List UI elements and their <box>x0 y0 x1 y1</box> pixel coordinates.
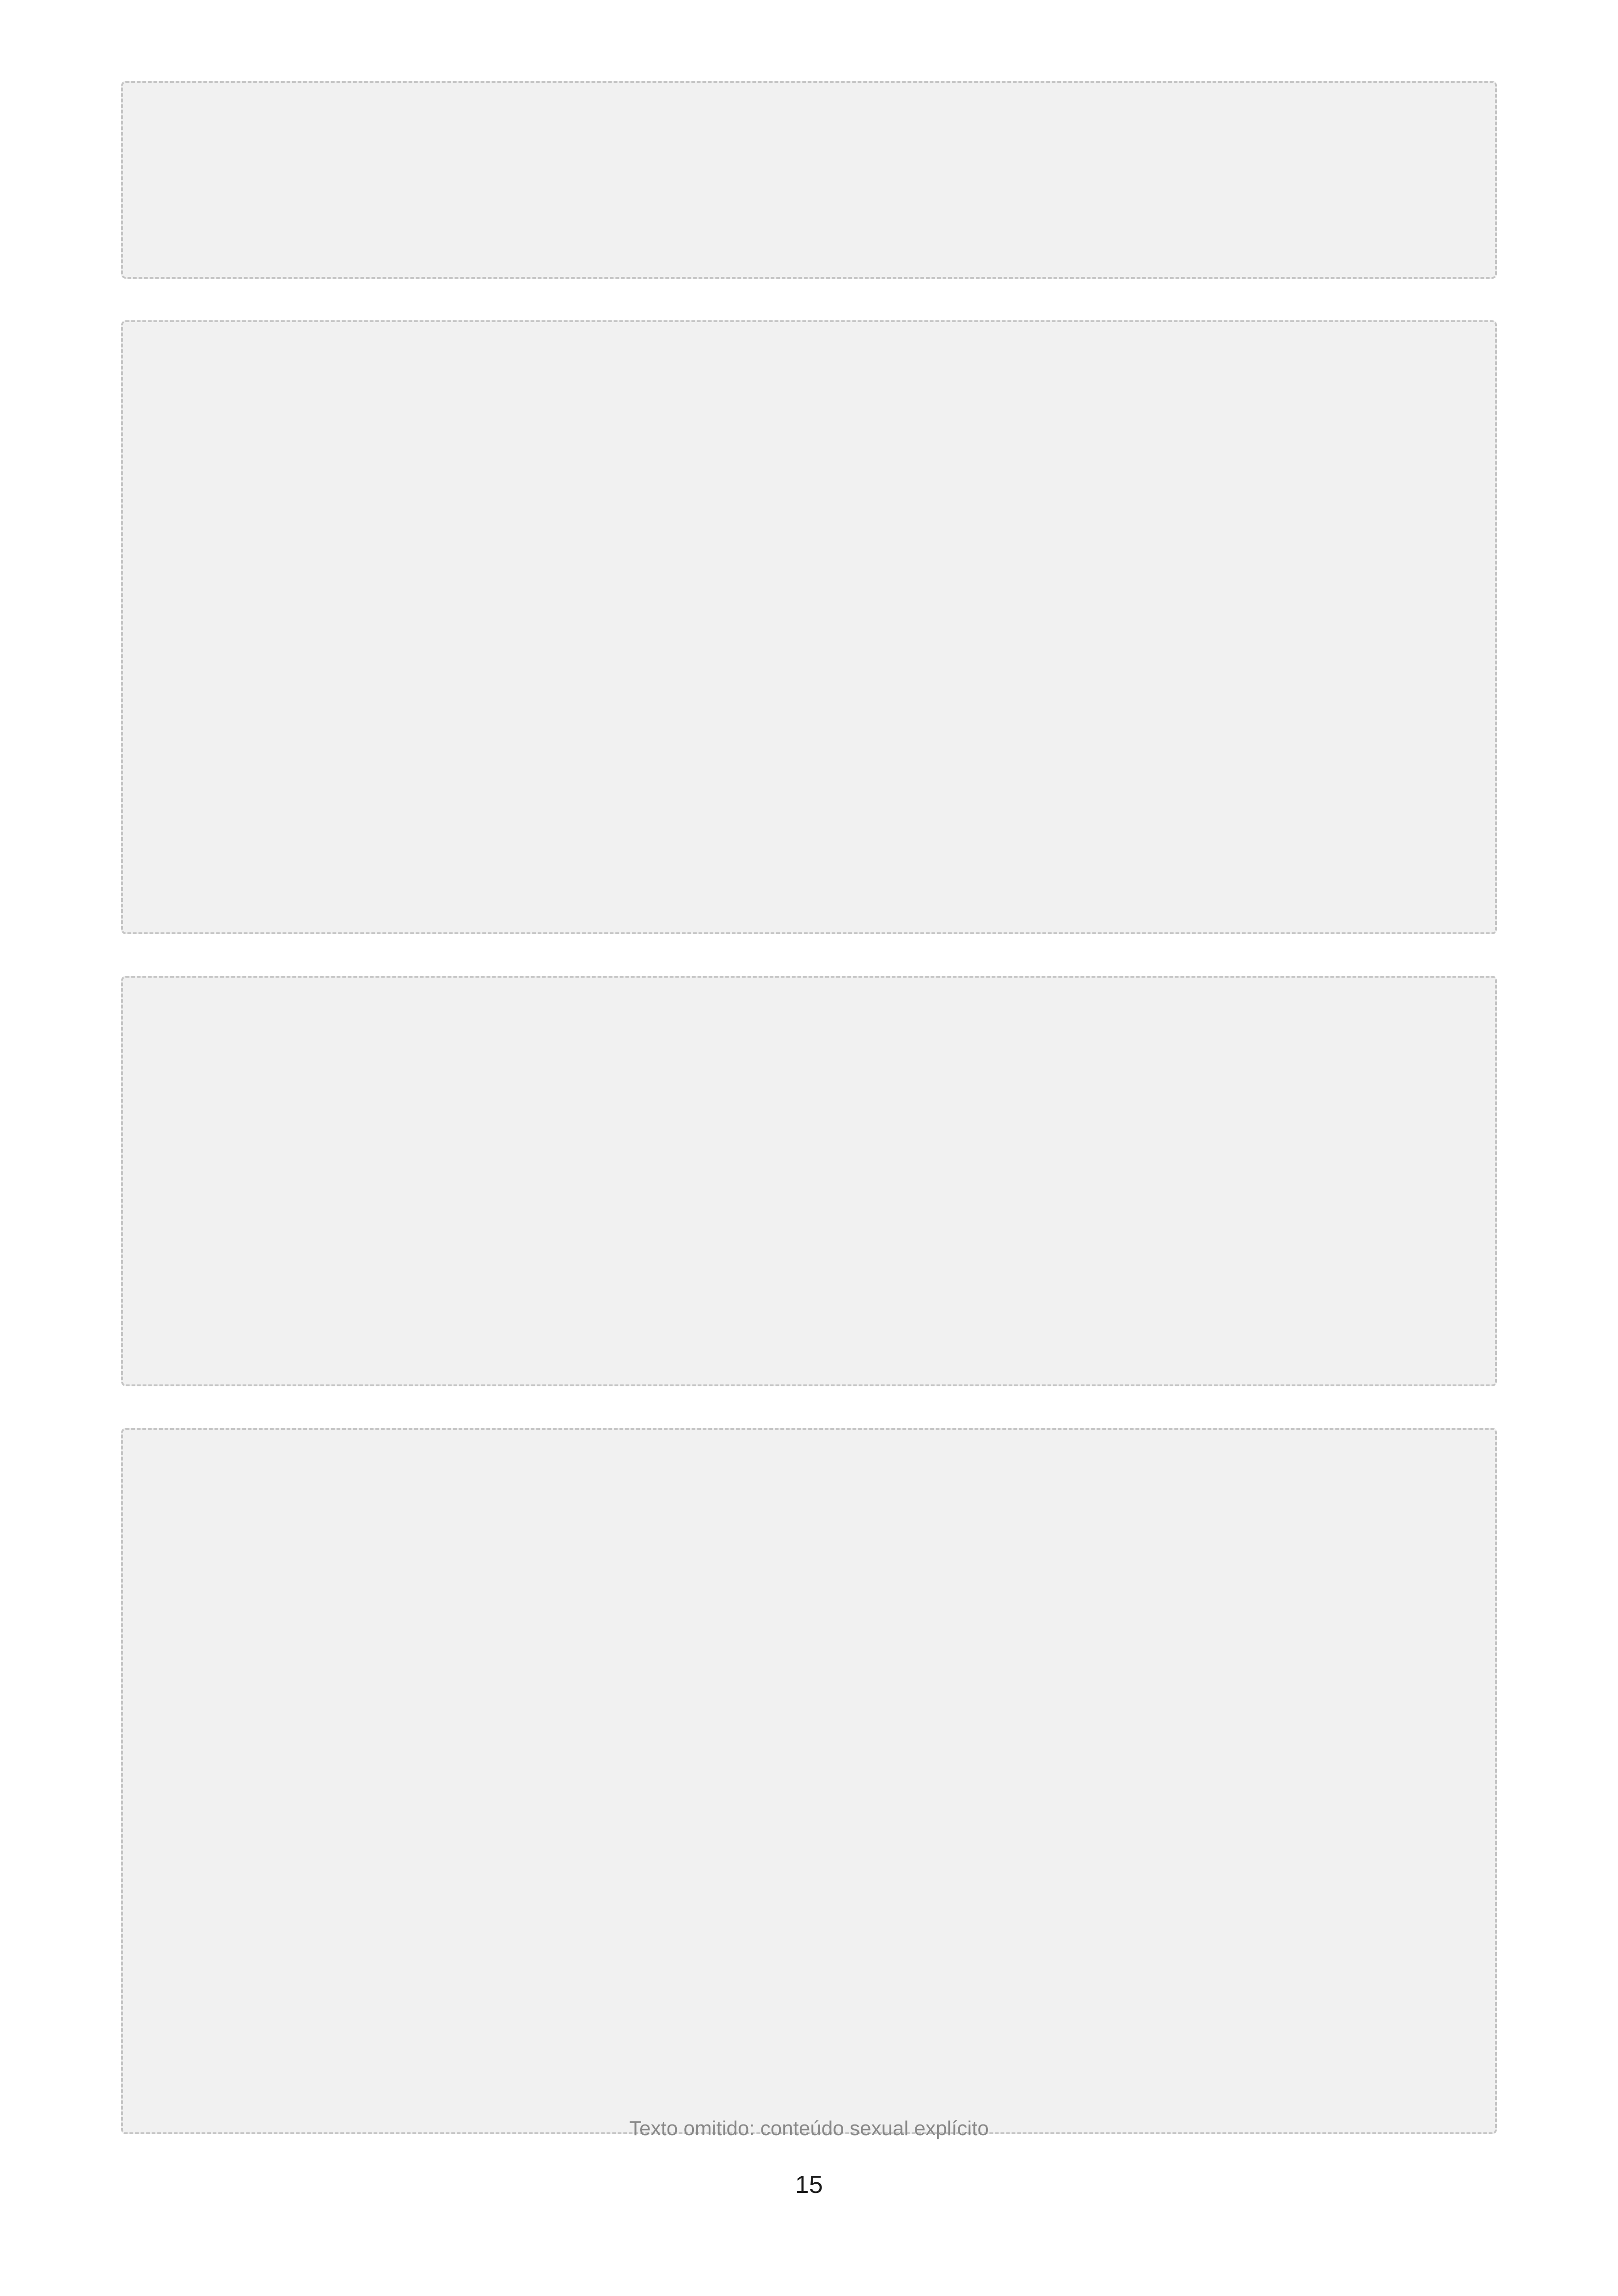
paragraph-placeholder <box>121 320 1497 934</box>
page-body <box>121 81 1497 2176</box>
paragraph-placeholder <box>121 81 1497 279</box>
omitted-content-notice: Texto omitido: conteúdo sexual explícito <box>629 2117 989 2140</box>
paragraph-placeholder <box>121 1428 1497 2134</box>
paragraph-placeholder <box>121 976 1497 1386</box>
page-number: 15 <box>795 2171 823 2198</box>
